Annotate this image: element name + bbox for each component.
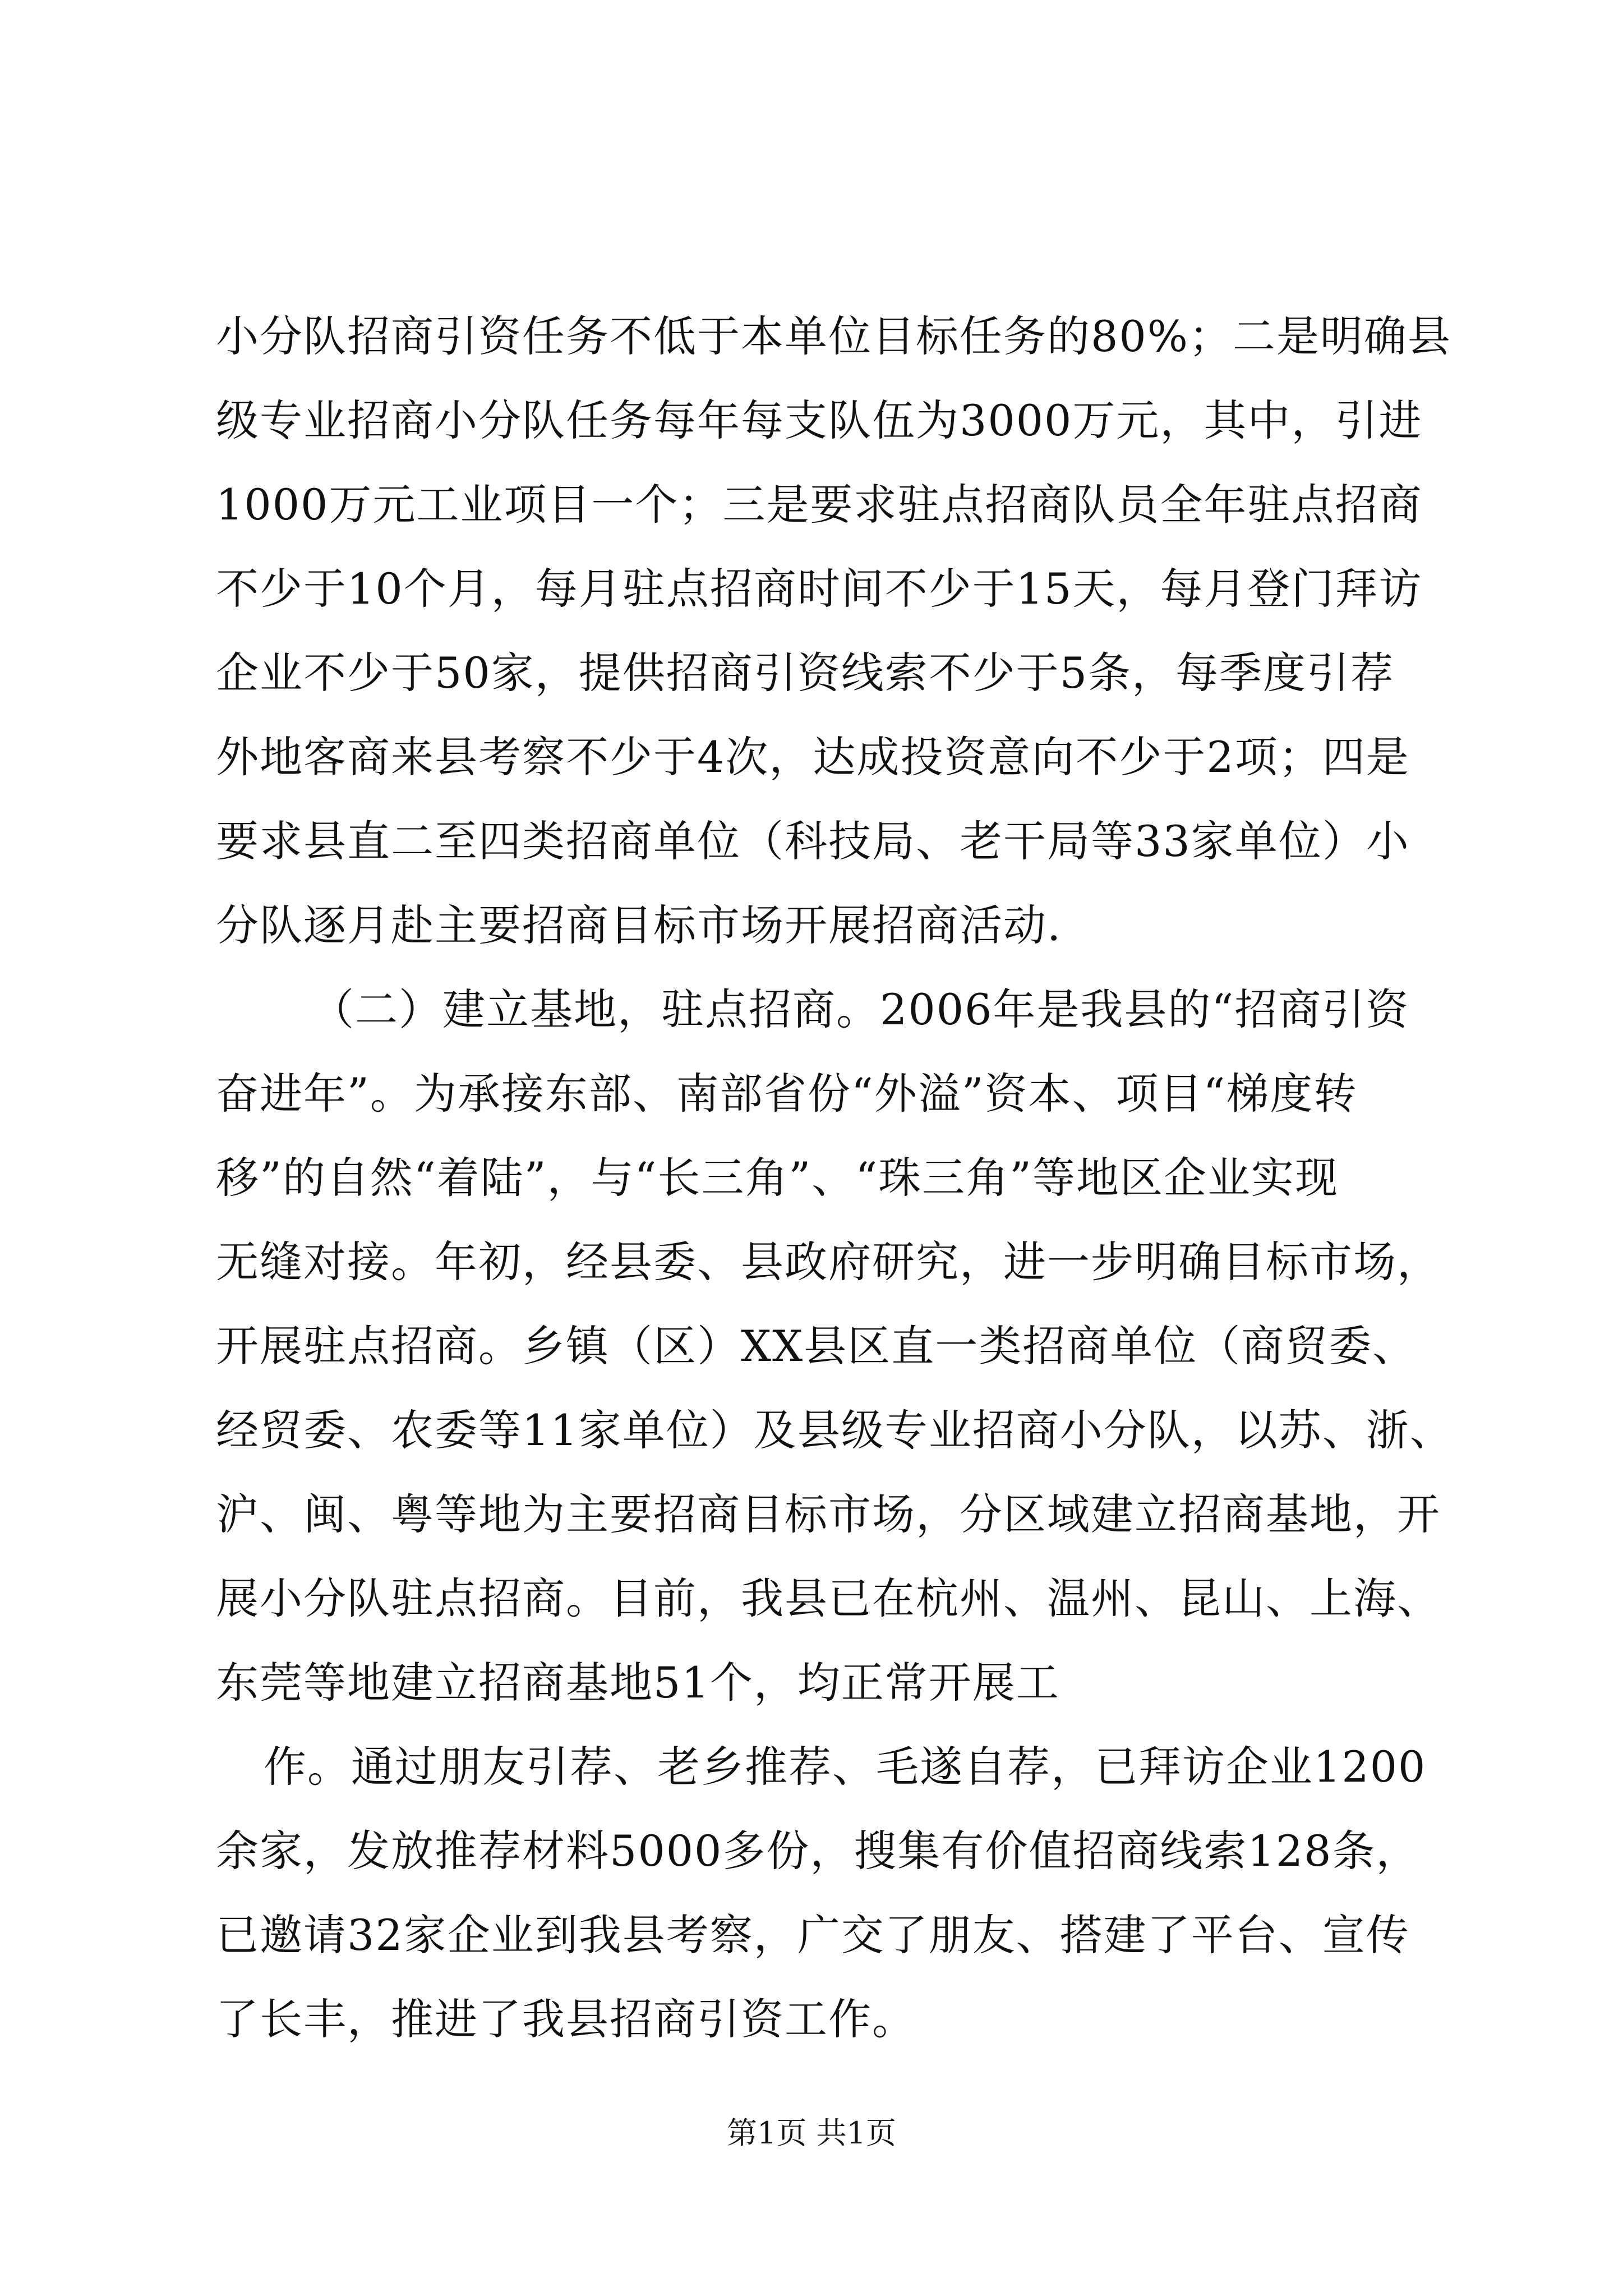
text-line: 1000万元工业项目一个；三是要求驻点招商队员全年驻点招商 <box>216 480 1423 530</box>
text-line: 余家，发放推荐材料5000多份，搜集有价值招商线索128条， <box>216 1826 1420 1876</box>
text-line: 分队逐月赴主要招商目标市场开展招商活动. <box>216 900 1062 950</box>
text-line: 小分队招商引资任务不低于本单位目标任务的80%；二是明确县 <box>216 311 1451 361</box>
text-line: 外地客商来县考察不少于4次，达成投资意向不少于2项；四是 <box>216 732 1410 782</box>
text-line: 奋进年”。为承接东部、南部省份“外溢”资本、项目“梯度转 <box>216 1069 1358 1119</box>
text-line: 东莞等地建立招商基地51个，均正常开展工 <box>216 1658 1060 1708</box>
text-line: 开展驻点招商。乡镇（区）XX县区直一类招商单位（商贸委、 <box>216 1321 1417 1371</box>
text-line: 无缝对接。年初，经县委、县政府研究，进一步明确目标市场， <box>216 1237 1441 1287</box>
text-line: 沪、闽、粤等地为主要招商目标市场，分区域建立招商基地，开 <box>216 1489 1441 1539</box>
page-number-footer: 第1页 共1页 <box>727 2115 896 2151</box>
text-line: 展小分队驻点招商。目前，我县已在杭州、温州、昆山、上海、 <box>216 1573 1441 1623</box>
text-line: 移”的自然“着陆”，与“长三角”、“珠三角”等地区企业实现 <box>216 1153 1339 1203</box>
text-line: 经贸委、农委等11家单位）及县级专业招商小分队，以苏、浙、 <box>216 1405 1454 1455</box>
text-line: 级专业招商小分队任务每年每支队伍为3000万元，其中，引进 <box>216 395 1423 445</box>
text-line: 已邀请32家企业到我县考察，广交了朋友、搭建了平台、宣传 <box>216 1910 1410 1960</box>
paragraph-heading-line: （二）建立基地，驻点招商。2006年是我县的“招商引资 <box>311 984 1410 1034</box>
text-line: 不少于10个月，每月驻点招商时间不少于15天，每月登门拜访 <box>216 564 1423 614</box>
text-line: 要求县直二至四类招商单位（科技局、老干局等33家单位）小 <box>216 816 1410 866</box>
paragraph-start-line: 作。通过朋友引荐、老乡推荐、毛遂自荐，已拜访企业1200 <box>264 1742 1427 1792</box>
text-line: 了长丰，推进了我县招商引资工作。 <box>216 1994 916 2044</box>
text-line: 企业不少于50家，提供招商引资线索不少于5条，每季度引荐 <box>216 648 1395 698</box>
